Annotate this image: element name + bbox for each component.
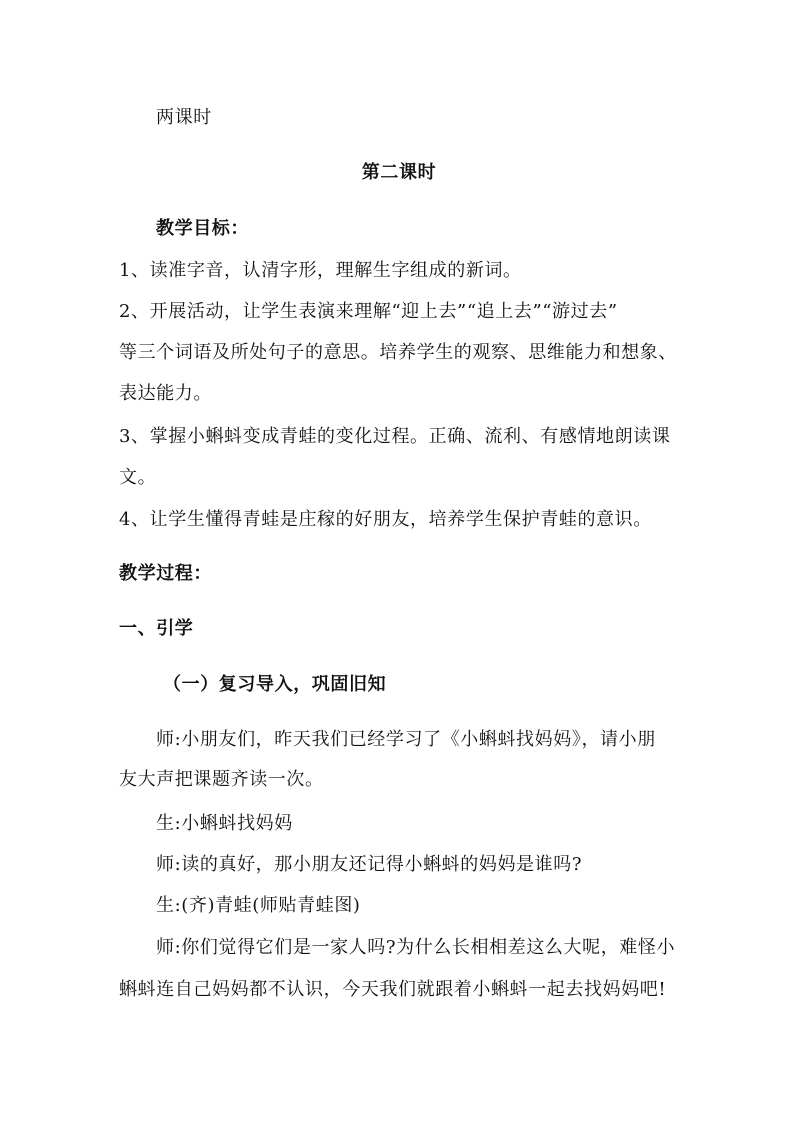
objective-line: 文。 xyxy=(119,467,157,488)
objective-line: 4、让学生懂得青蛙是庄稼的好朋友，培养学生保护青蛙的意识。 xyxy=(119,509,652,530)
dialogue-line: 师:你们觉得它们是一家人吗?为什么长相相差这么大呢，难怪小 xyxy=(156,937,676,958)
objective-line: 2、开展活动，让学生表演来理解“迎上去”“追上去”“游过去” xyxy=(119,301,618,322)
dialogue-line: 师:小朋友们，昨天我们已经学习了《小蝌蚪找妈妈》，请小朋 xyxy=(156,729,656,750)
objective-line: 3、掌握小蝌蚪变成青蛙的变化过程。正确、流利、有感情地朗读课 xyxy=(119,426,671,447)
process-heading: 教学过程： xyxy=(119,563,212,584)
section-heading: 一、引学 xyxy=(119,618,194,639)
lesson-count: 两课时 xyxy=(156,107,212,128)
dialogue-line: 师:读的真好，那小朋友还记得小蝌蚪的妈妈是谁吗? xyxy=(156,854,583,875)
dialogue-line: 生:小蝌蚪找妈妈 xyxy=(156,813,293,834)
dialogue-line: 蝌蚪连自己妈妈都不认识，今天我们就跟着小蝌蚪一起去找妈妈吧! xyxy=(119,979,667,1000)
objective-line: 等三个词语及所处句子的意思。培养学生的观察、思维能力和想象、 xyxy=(119,342,677,363)
objective-line: 表达能力。 xyxy=(119,383,212,404)
subsection-heading: （一）复习导入，巩固旧知 xyxy=(163,674,387,695)
lesson-title: 第二课时 xyxy=(361,162,437,183)
objective-line: 1、读准字音，认清字形，理解生字组成的新词。 xyxy=(119,260,522,281)
dialogue-line: 生:(齐)青蛙(师贴青蛙图) xyxy=(156,895,361,916)
objectives-heading: 教学目标： xyxy=(156,218,249,239)
dialogue-line: 友大声把课题齐读一次。 xyxy=(119,769,324,790)
